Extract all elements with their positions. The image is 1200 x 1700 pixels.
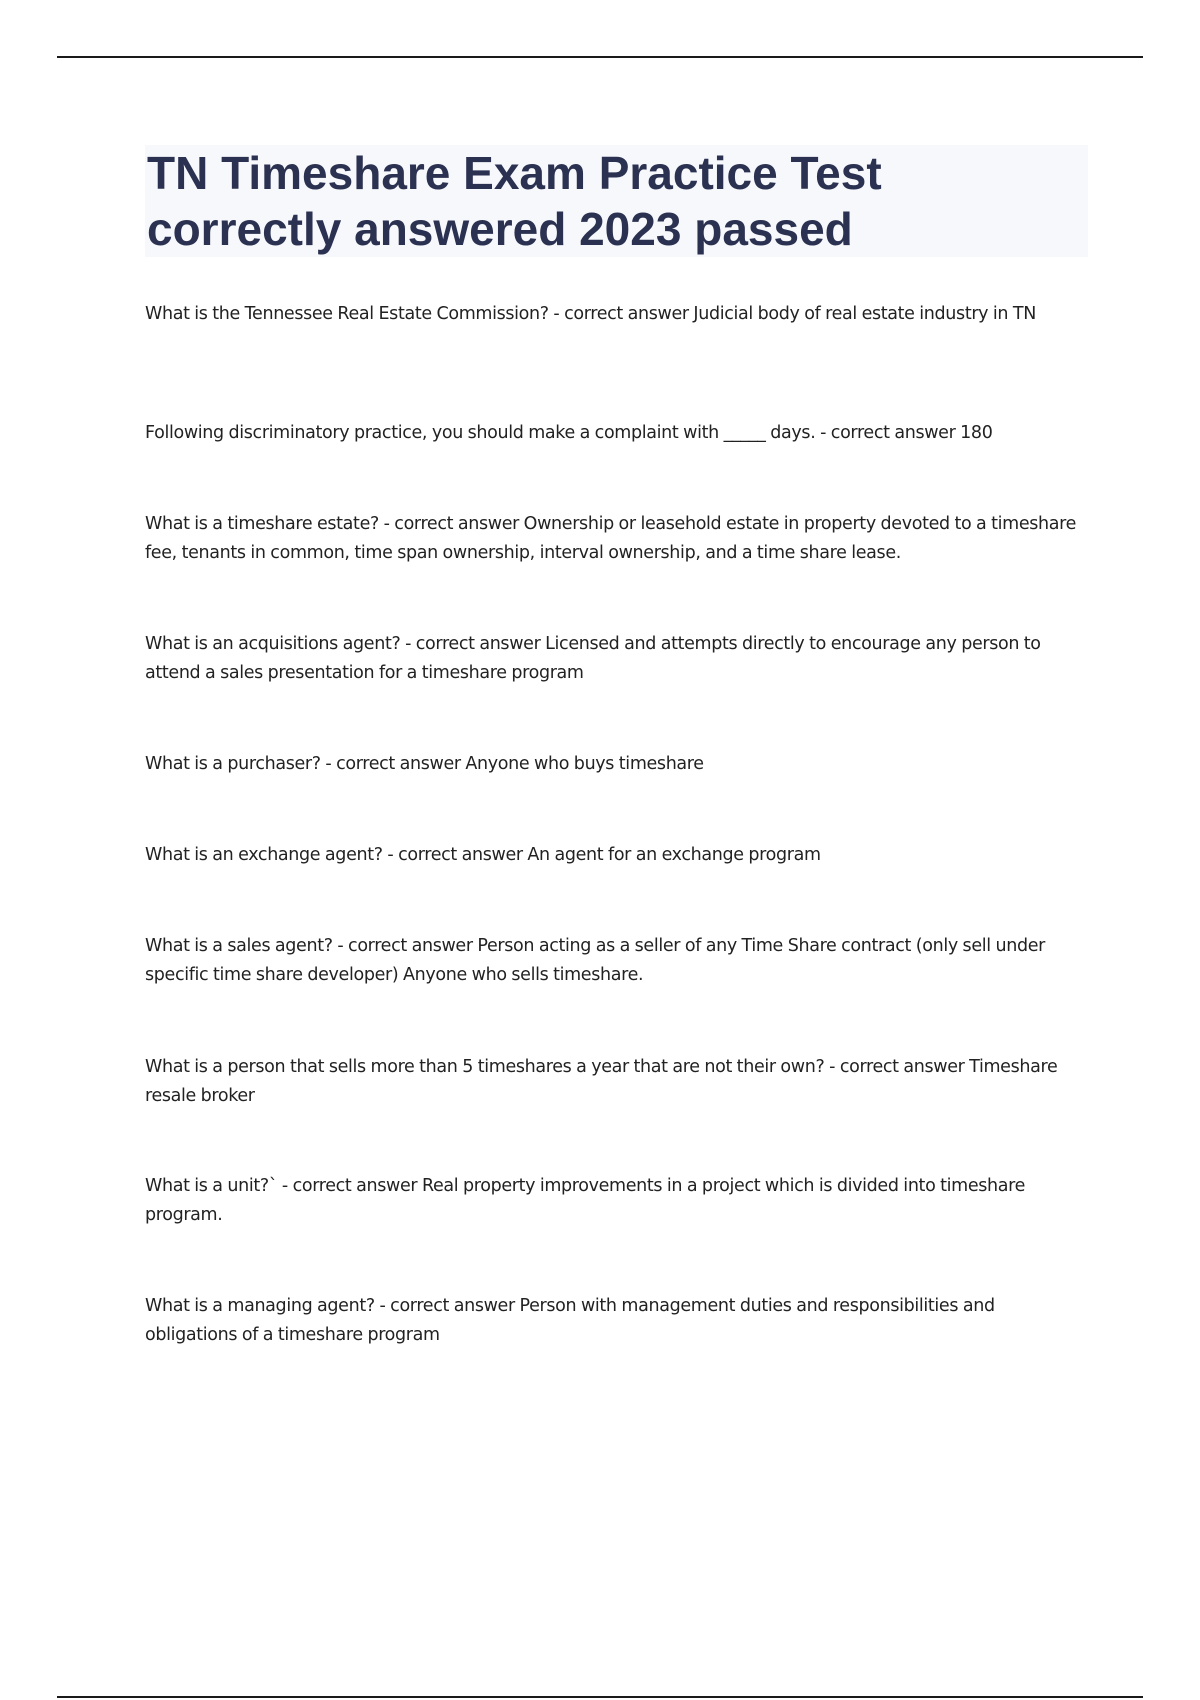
top-divider bbox=[57, 56, 1143, 58]
qa-item: What is a sales agent? - correct answer Person acting as a seller of any Time Share contract (only sell under specific time share developer) Anyone who sells timeshare. bbox=[145, 936, 1045, 985]
bottom-divider bbox=[57, 1696, 1143, 1698]
qa-item: What is a timeshare estate? - correct answer Ownership or leasehold estate in property devoted to a timeshare fee, tenants in common, time span ownership, interval ownership, and a time share lease. bbox=[145, 514, 1077, 563]
title-banner bbox=[145, 145, 1088, 257]
qa-item: What is a unit?` - correct answer Real property improvements in a project which is divided into timeshare program. bbox=[145, 1176, 1026, 1225]
document-title: TN Timeshare Exam Practice Test correctly answered 2023 passed bbox=[147, 147, 882, 255]
qa-item: What is a person that sells more than 5 timeshares a year that are not their own? - correct answer Timeshare resale broker bbox=[145, 1057, 1058, 1106]
qa-item: What is the Tennessee Real Estate Commission? - correct answer Judicial body of real estate industry in TN bbox=[145, 304, 1036, 324]
qa-item: What is a purchaser? - correct answer Anyone who buys timeshare bbox=[145, 754, 704, 774]
qa-item: What is an acquisitions agent? - correct answer Licensed and attempts directly to encourage any person to attend a sales presentation for a timeshare program bbox=[145, 634, 1041, 683]
qa-item: Following discriminatory practice, you should make a complaint with _____ days. - correct answer 180 bbox=[145, 423, 993, 443]
qa-item: What is an exchange agent? - correct answer An agent for an exchange program bbox=[145, 845, 821, 865]
qa-item: What is a managing agent? - correct answer Person with management duties and responsibilities and obligations of a timeshare program bbox=[145, 1296, 995, 1345]
